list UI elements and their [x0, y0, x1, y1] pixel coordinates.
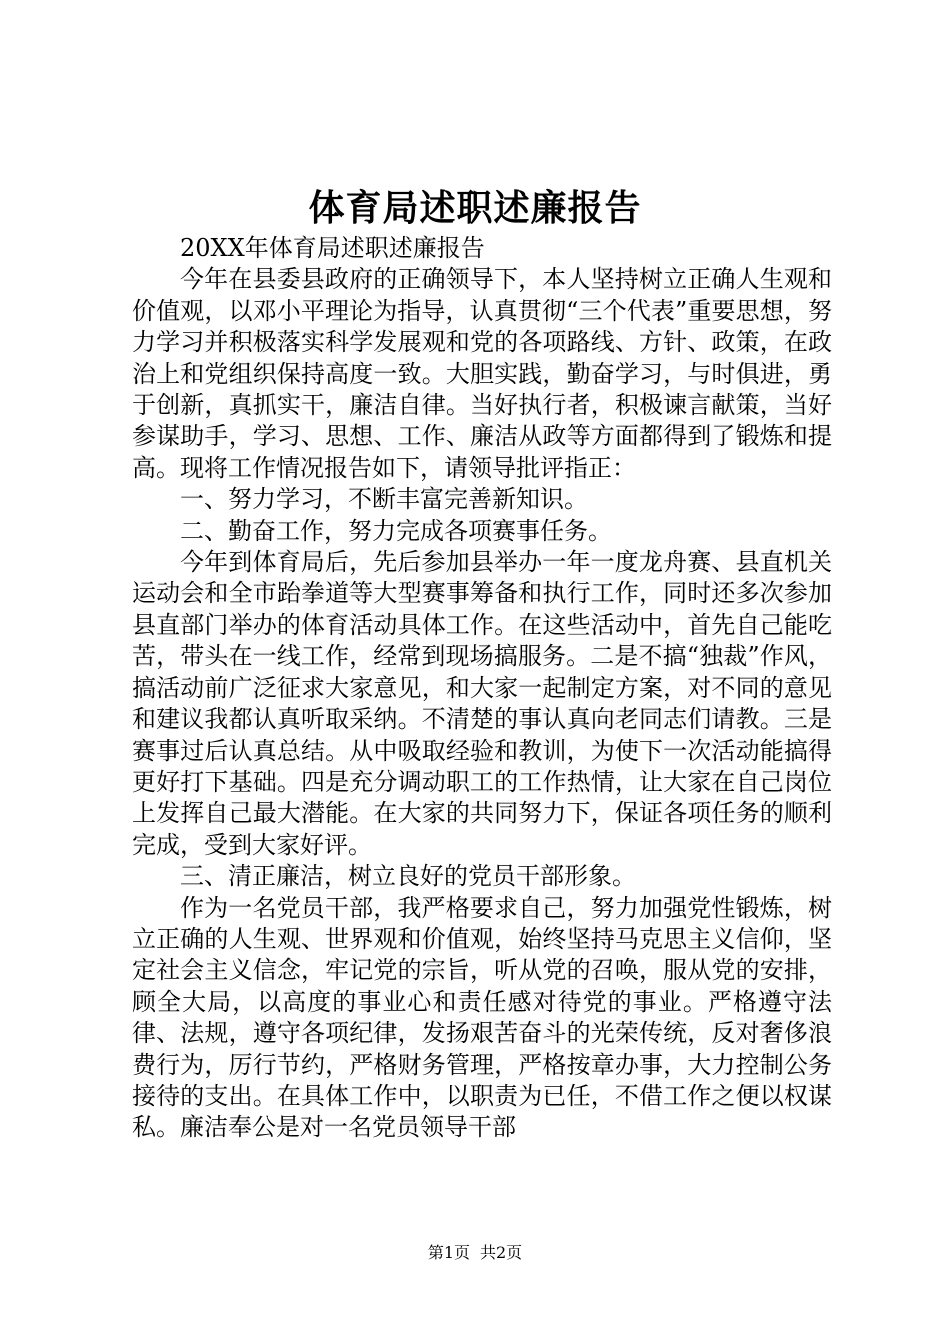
paragraph-intro: 今年在县委县政府的正确领导下，本人坚持树立正确人生观和价值观，以邓小平理论为指导，认真贯彻“三个代表”重要思想，努力学习并积极落实科学发展观和党的各项路线、方针、政策，在政治上和党组织保持高度一致。大胆实践，勤奋学习，与时俱进，勇于创新，真抓实干，廉洁自律。当好执行者，积极谏言献策，当好参谋助手，学习、思想、工作、廉洁从政等方面都得到了锻炼和提高。现将工作情况报告如下，请领导批评指正： — [132, 265, 832, 482]
page-footer — [0, 1242, 950, 1264]
section-heading-2: 二、勤奋工作，努力完成各项赛事任务。 — [180, 516, 612, 545]
document-title: 体育局述职述廉报告 — [308, 187, 642, 229]
page-number: 第1页 — [427, 1243, 470, 1262]
page-total: 共2页 — [480, 1243, 523, 1262]
section-heading-1: 一、努力学习，不断丰富完善新知识。 — [180, 485, 588, 514]
paragraph-work: 今年到体育局后，先后参加县举办一年一度龙舟赛、县直机关运动会和全市跆拳道等大型赛事筹备和执行工作，同时还多次参加县直部门举办的体育活动具体工作。在这些活动中，首先自己能吃苦，带头在一线工作，经常到现场搞服务。二是不搞“独裁”作风，搞活动前广泛征求大家意见，和大家一起制定方案，对不同的意见和建议我都认真听取采纳。不清楚的事认真向老同志们请教。三是赛事过后认真总结。从中吸取经验和教训，为使下一次活动能搞得更好打下基础。四是充分调动职工的工作热情，让大家在自己岗位上发挥自己最大潜能。在大家的共同努力下，保证各项任务的顺利完成，受到大家好评。 — [132, 548, 832, 859]
section-heading-3: 三、清正廉洁，树立良好的党员干部形象。 — [180, 862, 636, 891]
paragraph-integrity: 作为一名党员干部，我严格要求自己，努力加强党性锻炼，树立正确的人生观、世界观和价值观，始终坚持马克思主义信仰，坚定社会主义信念，牢记党的宗旨，听从党的召唤，服从党的安排，顾全大局，以高度的事业心和责任感对待党的事业。严格遵守法律、法规，遵守各项纪律，发扬艰苦奋斗的光荣传统，反对奢侈浪费行为，厉行节约，严格财务管理，严格按章办事，大力控制公务接待的支出。在具体工作中，以职责为已任，不借工作之便以权谋私。廉洁奉公是对一名党员领导干部 — [132, 893, 832, 1142]
paragraph-subtitle: 20XX年体育局述职述廉报告 — [180, 234, 485, 262]
document-body — [132, 233, 832, 1144]
